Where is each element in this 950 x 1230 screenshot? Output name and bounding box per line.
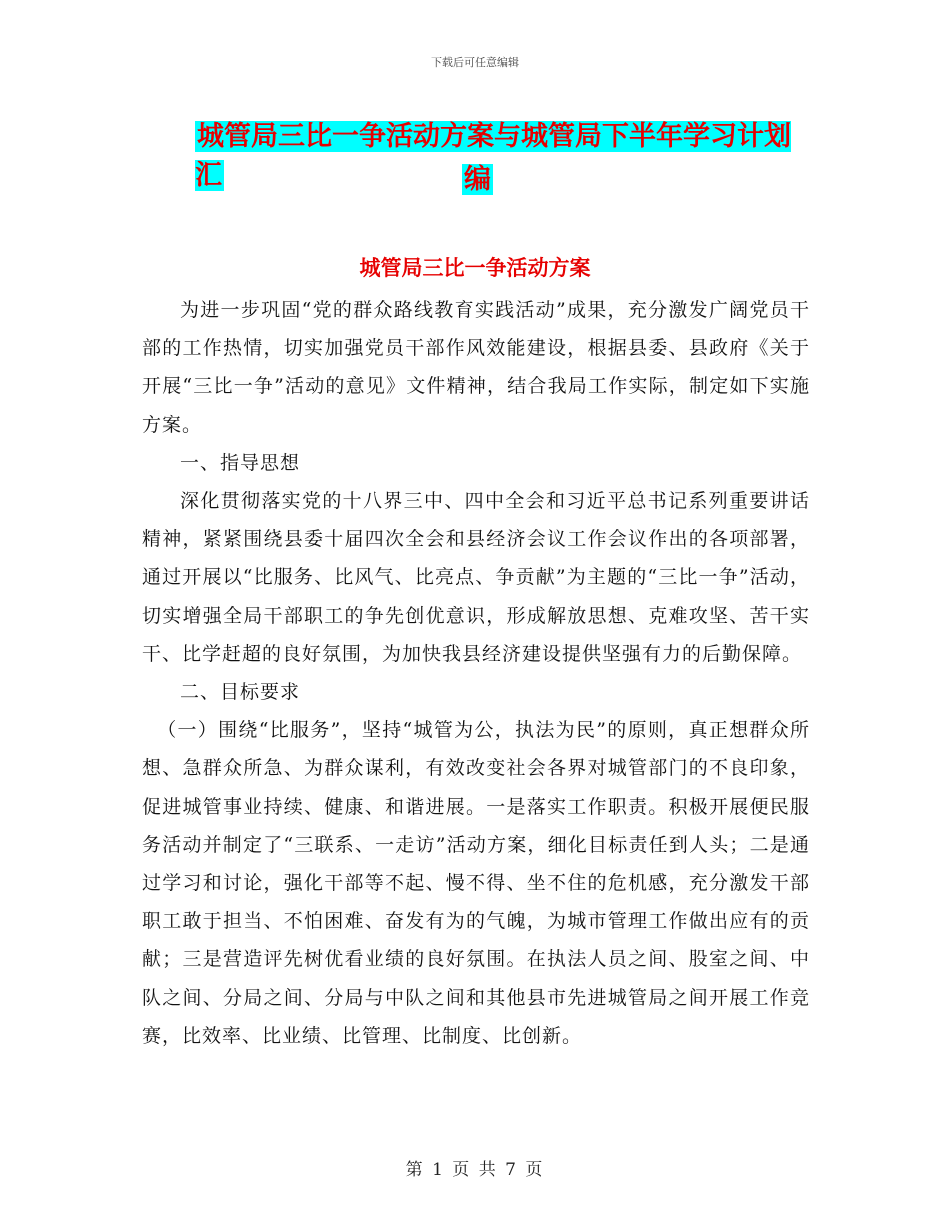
- page-number: 第 1 页 共 7 页: [405, 1160, 545, 1180]
- document-title-line-1: 城管局三比一争活动方案与城管局下半年学习计划汇: [195, 121, 791, 191]
- paragraph-intro: 为进一步巩固“党的群众路线教育实践活动”成果，充分激发广阔党员干部的工作热情，切实加强党员干部作风效能建设，根据县委、县政府《关于开展“三比一争”活动的意见》文件精神，结合我局工作实际，制定如下实施方案。: [142, 299, 810, 436]
- document-body: [142, 291, 810, 1055]
- paragraph-goals-item-1: （一）围绕“比服务”，坚持“城管为公，执法为民”的原则，真正想群众所想、急群众所急、为群众谋利，有效改变社会各界对城管部门的不良印象，促进城管事业持续、健康、和谐进展。一是落实工作职责。积极开展便民服务活动并制定了“三联系、一走访”活动方案，细化目标责任到人头；二是通过学习和讨论，强化干部等不起、慢不得、坐不住的危机感，充分激发干部职工敢于担当、不怕困难、奋发有为的气魄，为城市管理工作做出应有的贡献；三是营造评先树优看业绩的良好氛围。在执法人员之间、股室之间、中队之间、分局之间、分局与中队之间和其他县市先进城管局之间开展工作竞赛，比效率、比业绩、比管理、比制度、比创新。: [142, 719, 810, 1047]
- heading-goals: 二、目标要求: [180, 681, 301, 704]
- section-title: 城管局三比一争活动方案: [359, 256, 591, 280]
- document-title-line-2: 编: [464, 164, 491, 195]
- paragraph-guiding-ideology: 深化贯彻落实党的十八界三中、四中全会和习近平总书记系列重要讲话精神，紧紧围绕县委十届四次全会和县经济会议工作会议作出的各项部署，通过开展以“比服务、比风气、比亮点、争贡献”为主题的“三比一争”活动，切实增强全局干部职工的争先创优意识，形成解放思想、克难攻坚、苦干实干、比学赶超的良好氛围，为加快我县经济建设提供坚强有力的后勤保障。: [142, 490, 810, 665]
- heading-guiding-ideology: 一、指导思想: [180, 451, 301, 474]
- header-note: 下载后可任意编辑: [431, 56, 519, 69]
